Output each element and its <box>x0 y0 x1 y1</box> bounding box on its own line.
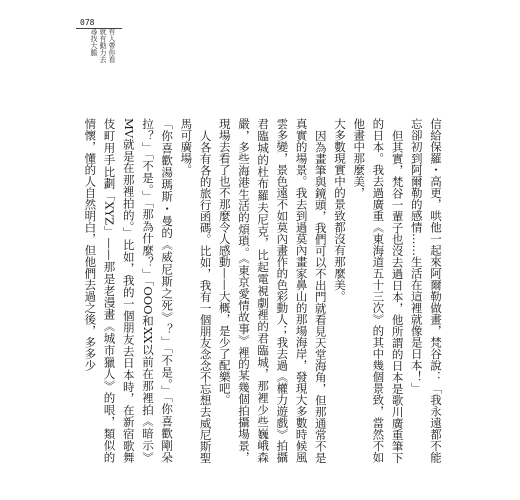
paragraph-3: 大多數現實中的景致都沒有那麼美。 <box>332 118 347 302</box>
paragraph-2: 但其實，梵谷一輩子也沒去過日本，他所謂的日本是歌川廣重筆下的日本。我去過廣重《東海道五十三次》的其中幾個景致，當然不如他畫中那麼美， <box>352 118 405 463</box>
paragraph-1: 信給保羅・高更，哄他一起來阿爾勒做畫，梵谷說：「我永遠都不能忘卻初到阿爾勒的感情……生活在這裡就像是日本！」 <box>409 118 443 463</box>
running-header-line-2: 就有動力去 <box>99 28 107 63</box>
paragraph-4: 因為畫筆與鏡頭，我們可以不出門就看見天堂海角，但那通常不是真實的場景。我去到過莫內畫家鼻山的那場海岸，發現大多數時候風雲多變，景色遠不如莫內畫作的色彩動人；我去過《權力遊戲》拍攝君臨城的杜布羅夫尼克，比起電視劇裡的君臨城，那裡少些巍峨森嚴，多些海港生活的煩瑣。《東京愛情故事》裡的某幾個拍攝場景，現場去看了也不那麼令人感動——大概，是少了配樂吧。 <box>217 118 328 463</box>
paragraph-6: 「你喜歡湯瑪斯・曼的《威尼斯之死》？」「不是。」「你喜歡剛朵拉？」「不是。」「那為什麼？」「OOO和XX以前在那裡拍《暗示》MV就是在那裡拍的。」比如，我的一個朋友去日本時，在新宿歌舞伎町用手比劃「XYZ」——那是老漫畫《城市獵人》的哏，類似的情懷，懂的人自然明白，但他們去過之後，多多少 <box>83 118 175 463</box>
running-header-line-3: 尋找大膽 <box>90 28 98 56</box>
running-header-line-1: 有人帶你看 <box>108 28 116 63</box>
paragraph-5: 人各有各的旅行函碼。比如，我有一個朋友念念不忘想去威尼斯聖馬可廣場。 <box>179 118 213 463</box>
page-number: 078 <box>80 18 95 27</box>
body-text <box>83 118 445 463</box>
